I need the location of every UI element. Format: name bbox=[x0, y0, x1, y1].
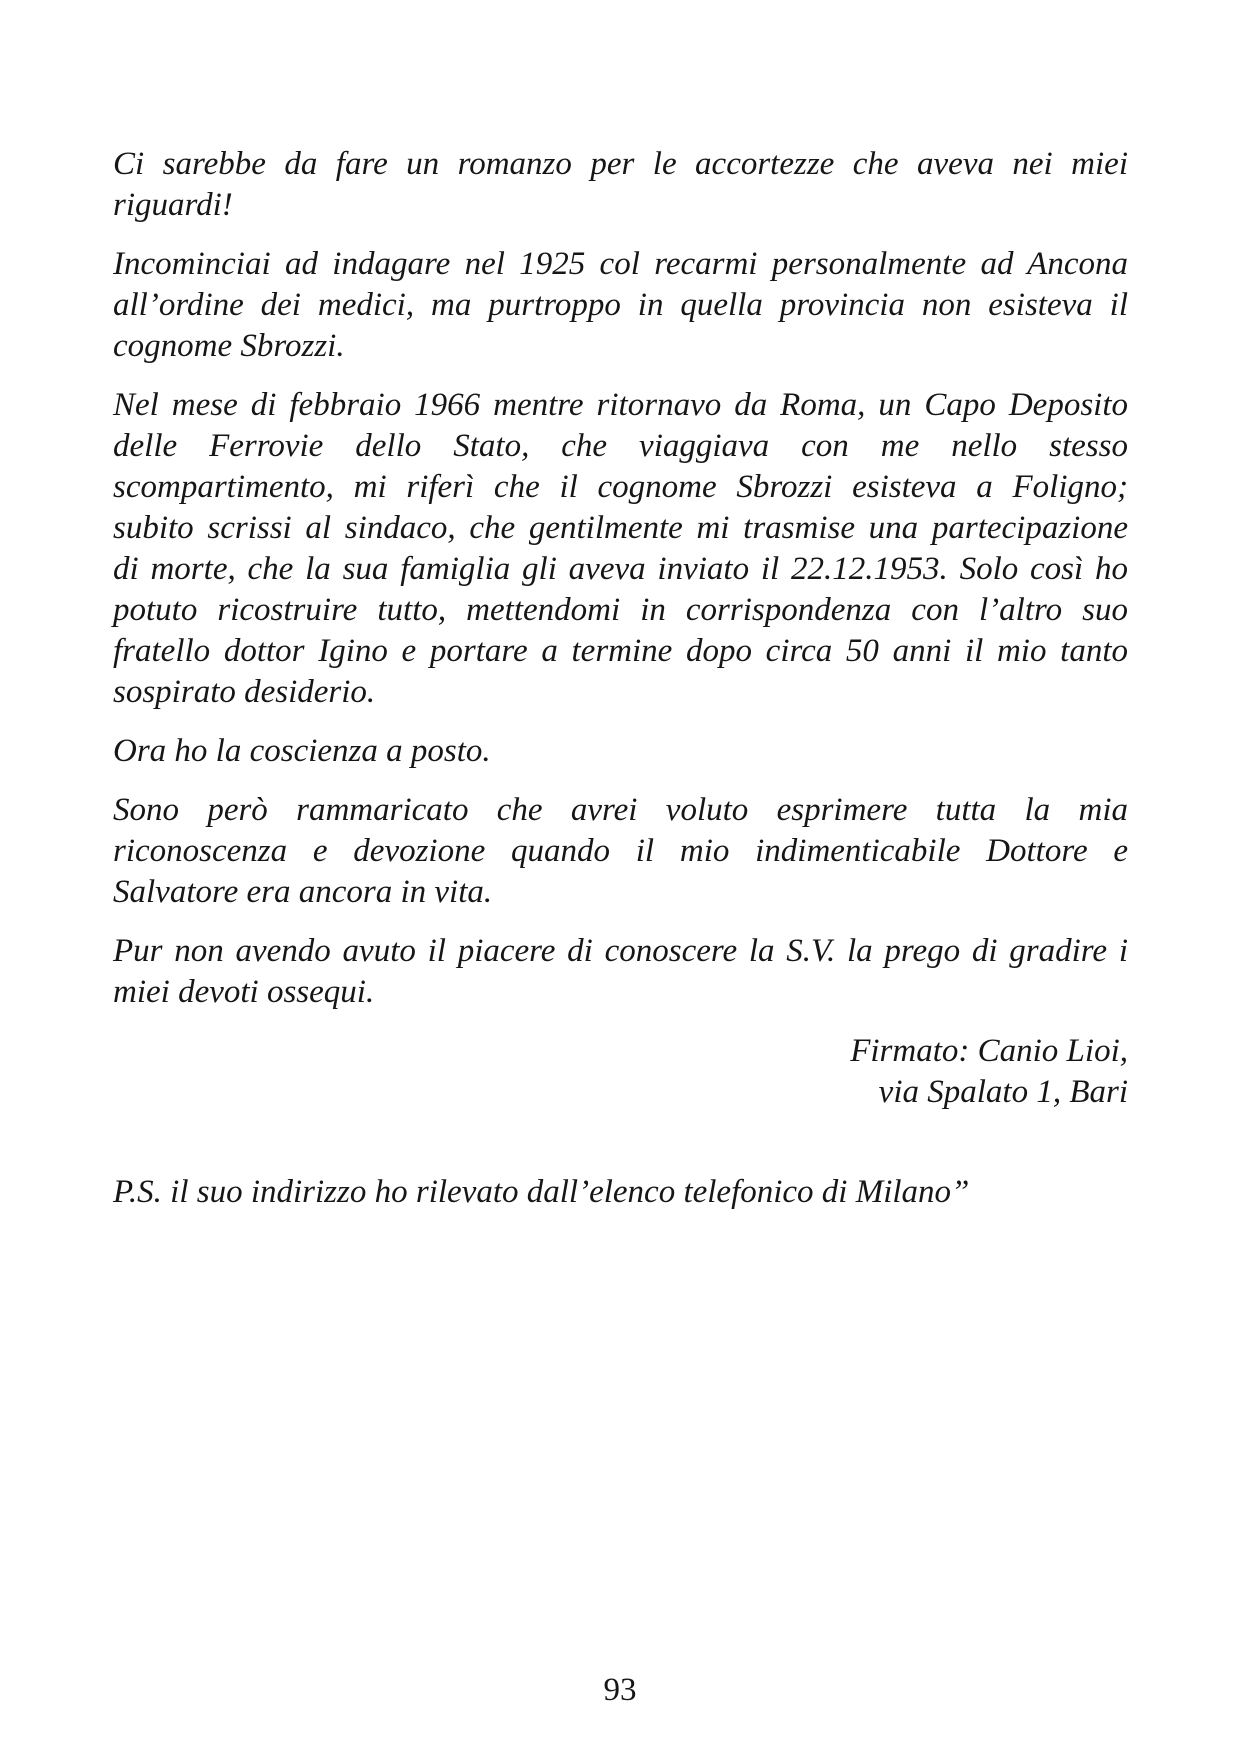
text-line: riconoscenza e devozione quando il mio indimenticabile Dottore e bbox=[113, 833, 1128, 869]
text-line: Ora ho la coscienza a posto. bbox=[113, 733, 491, 769]
text-line: sospirato desiderio. bbox=[113, 674, 376, 710]
text-line: miei devoti ossequi. bbox=[113, 974, 375, 1010]
text-line: subito scrissi al sindaco, che gentilmente mi trasmise una partecipazione bbox=[113, 510, 1128, 546]
paragraph-6 bbox=[113, 931, 1128, 1013]
paragraph-4 bbox=[113, 731, 1128, 772]
text-line: Ci sarebbe da fare un romanzo per le accortezze che aveva nei miei bbox=[113, 146, 1128, 182]
paragraph-5 bbox=[113, 790, 1128, 913]
signature-block bbox=[113, 1031, 1128, 1113]
text-line: Sono però rammaricato che avrei voluto esprimere tutta la mia bbox=[113, 792, 1128, 828]
page-number: 93 bbox=[603, 1672, 637, 1708]
paragraph-2 bbox=[113, 244, 1128, 367]
text-line: all’ordine dei medici, ma purtroppo in quella provincia non esisteva il bbox=[113, 287, 1128, 323]
letter-content bbox=[113, 144, 1128, 1213]
text-line: delle Ferrovie dello Stato, che viaggiava con me nello stesso bbox=[113, 428, 1128, 464]
text-line: cognome Sbrozzi. bbox=[113, 328, 345, 364]
text-line: riguardi! bbox=[113, 187, 233, 223]
text-line: Pur non avendo avuto il piacere di conoscere la S.V. la prego di gradire i bbox=[113, 933, 1128, 969]
text-line: potuto ricostruire tutto, mettendomi in corrispondenza con l’altro suo bbox=[113, 592, 1128, 628]
signature-line: Firmato: Canio Lioi, bbox=[850, 1033, 1128, 1069]
paragraph-3 bbox=[113, 385, 1128, 713]
text-line: scompartimento, mi riferì che il cognome Sbrozzi esisteva a Foligno; bbox=[113, 469, 1128, 505]
text-line: Incominciai ad indagare nel 1925 col recarmi personalmente ad Ancona bbox=[113, 246, 1128, 282]
text-line: Salvatore era ancora in vita. bbox=[113, 874, 493, 910]
signature-line: via Spalato 1, Bari bbox=[878, 1074, 1128, 1110]
paragraph-1 bbox=[113, 144, 1128, 226]
text-line: Nel mese di febbraio 1966 mentre ritornavo da Roma, un Capo Deposito bbox=[113, 387, 1128, 423]
letter-paragraphs bbox=[113, 144, 1128, 1013]
postscript-line: P.S. il suo indirizzo ho rilevato dall’elenco telefonico di Milano” bbox=[113, 1174, 970, 1210]
text-line: fratello dottor Igino e portare a termine dopo circa 50 anni il mio tanto bbox=[113, 633, 1128, 669]
text-line: di morte, che la sua famiglia gli aveva inviato il 22.12.1953. Solo così ho bbox=[113, 551, 1128, 587]
